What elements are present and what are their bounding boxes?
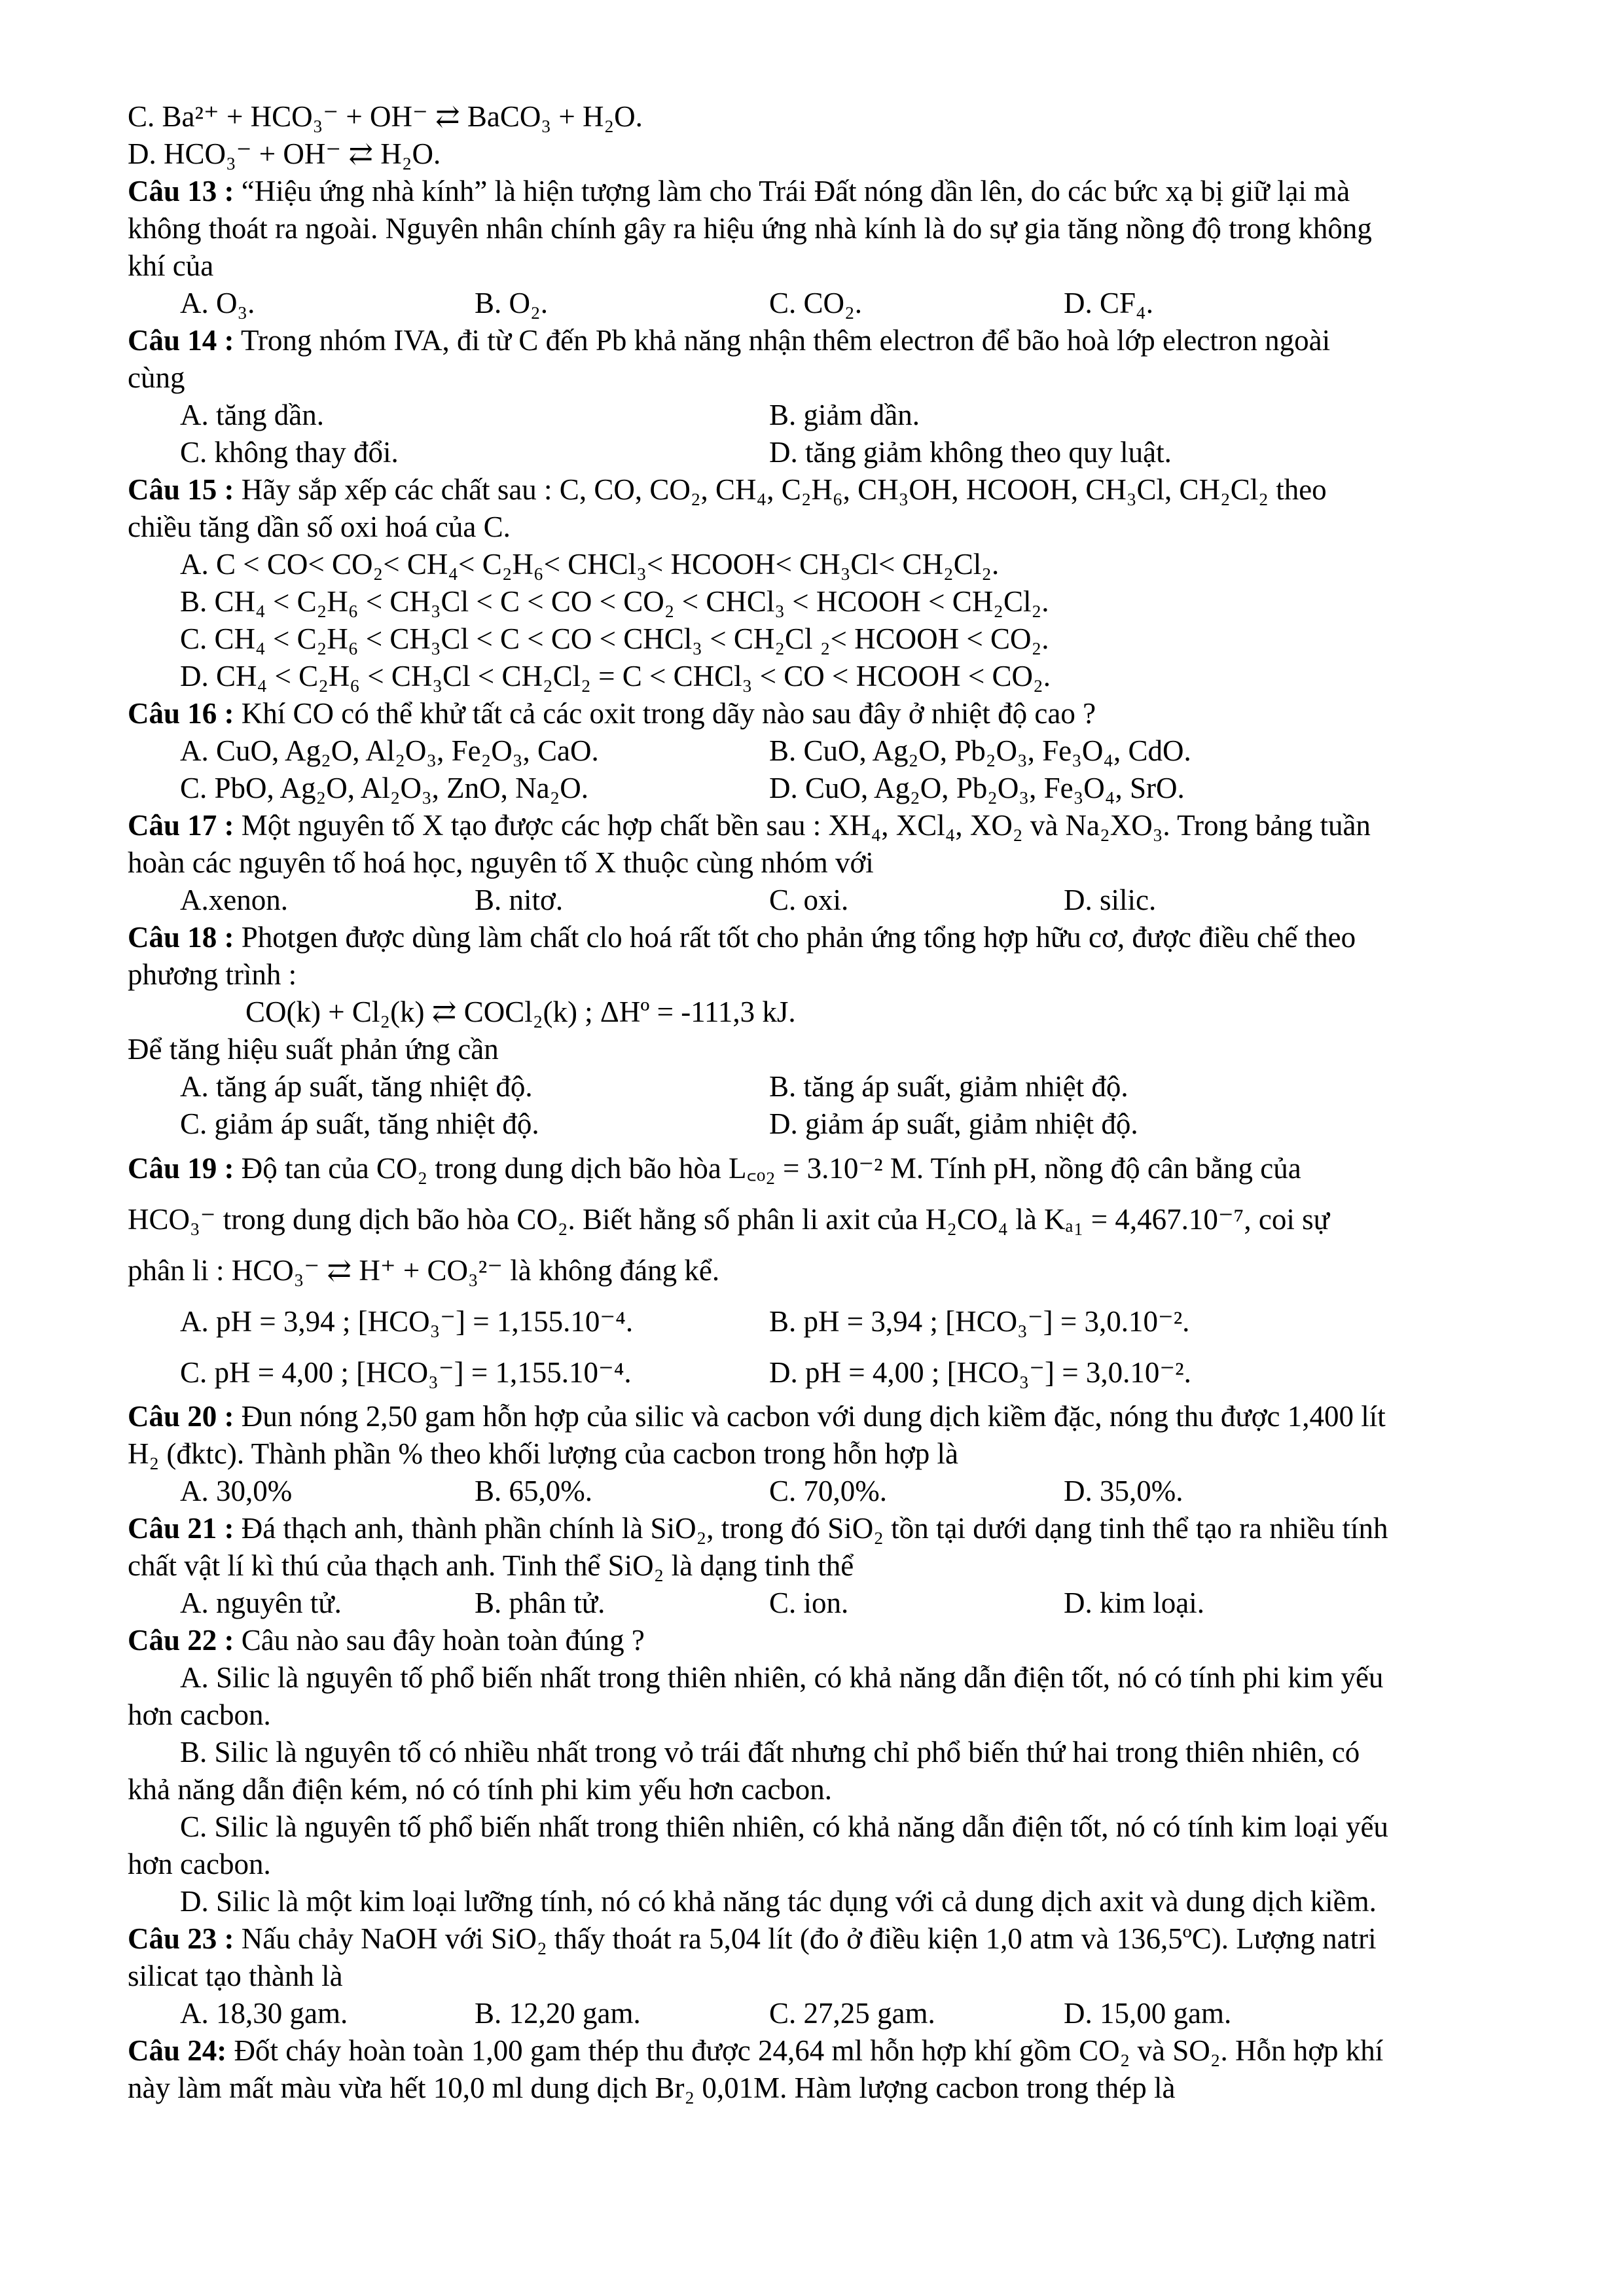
option-d[interactable]: D. 15,00 gam. — [1064, 1997, 1232, 2030]
option-b[interactable]: B. phân tử. — [475, 1587, 605, 1619]
question-text: “Hiệu ứng nhà kính” là hiện tượng làm cho Trái Đất nóng dần lên, do các bức xạ bị giữ lại mà — [241, 175, 1350, 207]
question-text: hoàn các nguyên tố hoá học, nguyên tố X thuộc cùng nhóm với — [128, 846, 874, 879]
option-d[interactable]: D. CuO, Ag₂O, Pb₂O₃, Fe₃O₄, SrO. — [769, 772, 1185, 804]
question-15 — [128, 471, 1542, 695]
option-b[interactable]: B. 65,0%. — [475, 1475, 592, 1507]
option-a-cont: hơn cacbon. — [128, 1698, 271, 1731]
option-d[interactable]: D. silic. — [1064, 884, 1157, 916]
question-label: Câu 21 : — [128, 1512, 234, 1545]
option-b[interactable]: B. tăng áp suất, giảm nhiệt độ. — [769, 1070, 1128, 1103]
option-d[interactable]: D. pH = 4,00 ; [HCO₃⁻] = 3,0.10⁻². — [769, 1356, 1191, 1389]
option-c[interactable]: C. oxi. — [769, 884, 849, 916]
option-a[interactable]: A. CuO, Ag₂O, Al₂O₃, Fe₂O₃, CaO. — [180, 734, 599, 767]
question-label: Câu 22 : — [128, 1624, 234, 1657]
option-d[interactable]: D. 35,0%. — [1064, 1475, 1183, 1507]
question-19 — [128, 1143, 1542, 1398]
option-c[interactable]: C. không thay đổi. — [180, 436, 399, 469]
option-a[interactable]: A. O₃. — [180, 287, 255, 319]
option-a[interactable]: A. nguyên tử. — [180, 1587, 342, 1619]
option-d[interactable]: D. Silic là một kim loại lưỡng tính, nó có khả năng tác dụng với cả dung dịch axit và dung dịch kiềm. — [180, 1885, 1377, 1918]
question-22 — [128, 1622, 1542, 1920]
option-b[interactable]: B. nitơ. — [475, 884, 564, 916]
option-a[interactable]: A. tăng dần. — [180, 399, 324, 431]
question-18 — [128, 919, 1542, 1143]
option-d[interactable]: D. CH₄ < C₂H₆ < CH₃Cl < CH₂Cl₂ = C < CHCl₃ < CO < HCOOH < CO₂. — [180, 660, 1051, 692]
option-b[interactable]: B. O₂. — [475, 287, 548, 319]
question-label: Câu 14 : — [128, 324, 234, 357]
question-label: Câu 23 : — [128, 1922, 234, 1955]
option-b[interactable]: B. CuO, Ag₂O, Pb₂O₃, Fe₃O₄, CdO. — [769, 734, 1191, 767]
question-20 — [128, 1398, 1542, 1510]
question-13 — [128, 173, 1542, 322]
question-21 — [128, 1510, 1542, 1622]
reaction-equation: CO(k) + Cl₂(k) ⇄ COCl₂(k) ; ΔHº = -111,3 kJ. — [245, 996, 796, 1028]
option-c-cont: hơn cacbon. — [128, 1848, 271, 1880]
option-c[interactable]: C. ion. — [769, 1587, 849, 1619]
option-b[interactable]: B. 12,20 gam. — [475, 1997, 641, 2030]
option-c[interactable]: C. pH = 4,00 ; [HCO₃⁻] = 1,155.10⁻⁴. — [180, 1356, 632, 1389]
question-text: silicat tạo thành là — [128, 1960, 343, 1992]
question-text: Hãy sắp xếp các chất sau : C, CO, CO₂, CH₄, C₂H₆, CH₃OH, HCOOH, CH₃Cl, CH₂Cl₂ theo — [241, 473, 1327, 506]
option-a[interactable]: A.xenon. — [180, 884, 288, 916]
option-c[interactable]: C. 27,25 gam. — [769, 1997, 935, 2030]
question-text: Độ tan của CO₂ trong dung dịch bão hòa L꜀ₒ₂ = 3.10⁻² M. Tính pH, nồng độ cân bằng của — [241, 1152, 1301, 1185]
question-label: Câu 15 : — [128, 473, 234, 506]
option-c[interactable]: C. giảm áp suất, tăng nhiệt độ. — [180, 1107, 539, 1140]
question-label: Câu 19 : — [128, 1152, 234, 1185]
option-b-cont: khả năng dẫn điện kém, nó có tính phi kim yếu hơn cacbon. — [128, 1773, 833, 1806]
question-text: này làm mất màu vừa hết 10,0 ml dung dịch Br₂ 0,01M. Hàm lượng cacbon trong thép là — [128, 2072, 1176, 2104]
option-d[interactable]: D. tăng giảm không theo quy luật. — [769, 436, 1172, 469]
question-text: Khí CO có thể khử tất cả các oxit trong dãy nào sau đây ở nhiệt độ cao ? — [241, 697, 1096, 730]
question-label: Câu 24: — [128, 2034, 227, 2067]
question-text: Câu nào sau đây hoàn toàn đúng ? — [241, 1624, 645, 1657]
question-label: Câu 16 : — [128, 697, 234, 730]
option-a[interactable]: A. tăng áp suất, tăng nhiệt độ. — [180, 1070, 533, 1103]
question-text: Đun nóng 2,50 gam hỗn hợp của silic và cacbon với dung dịch kiềm đặc, nóng thu được 1,400 lít — [241, 1400, 1386, 1433]
question-text: khí của — [128, 249, 214, 282]
option-c[interactable]: C. CO₂. — [769, 287, 862, 319]
question-text: Đốt cháy hoàn toàn 1,00 gam thép thu được 24,64 ml hỗn hợp khí gồm CO₂ và SO₂. Hỗn hợp khí — [234, 2034, 1384, 2067]
question-label: Câu 20 : — [128, 1400, 234, 1433]
question-label: Câu 18 : — [128, 921, 234, 954]
option-d-prev: D. HCO₃⁻ + OH⁻ ⇄ H₂O. — [128, 137, 441, 170]
exam-page — [128, 98, 1542, 2107]
option-c[interactable]: C. CH₄ < C₂H₆ < CH₃Cl < C < CO < CHCl₃ < CH₂Cl ₂< HCOOH < CO₂. — [180, 622, 1049, 655]
option-a[interactable]: A. pH = 3,94 ; [HCO₃⁻] = 1,155.10⁻⁴. — [180, 1305, 634, 1338]
option-a[interactable]: A. Silic là nguyên tố phổ biến nhất trong thiên nhiên, có khả năng dẫn điện tốt, nó có tính phi kim yếu — [180, 1661, 1384, 1694]
question-text: cùng — [128, 361, 185, 394]
question-text: chiều tăng dần số oxi hoá của C. — [128, 511, 511, 543]
option-d[interactable]: D. giảm áp suất, giảm nhiệt độ. — [769, 1107, 1138, 1140]
question-text: Nấu chảy NaOH với SiO₂ thấy thoát ra 5,04 lít (đo ở điều kiện 1,0 atm và 136,5ºC). Lượng natri — [241, 1922, 1377, 1955]
question-23 — [128, 1920, 1542, 2032]
question-16 — [128, 695, 1542, 807]
option-c[interactable]: C. 70,0%. — [769, 1475, 887, 1507]
question-text: Photgen được dùng làm chất clo hoá rất tốt cho phản ứng tổng hợp hữu cơ, được điều chế theo — [241, 921, 1356, 954]
option-a[interactable]: A. 18,30 gam. — [180, 1997, 348, 2030]
option-b[interactable]: B. Silic là nguyên tố có nhiều nhất trong vỏ trái đất nhưng chỉ phổ biến thứ hai trong thiên nhiên, có — [180, 1736, 1360, 1768]
question-label: Câu 17 : — [128, 809, 234, 842]
option-c[interactable]: C. Silic là nguyên tố phổ biến nhất trong thiên nhiên, có khả năng dẫn điện tốt, nó có tính kim loại yếu — [180, 1810, 1388, 1843]
option-b[interactable]: B. giảm dần. — [769, 399, 920, 431]
question-text: phương trình : — [128, 958, 297, 991]
question-label: Câu 13 : — [128, 175, 234, 207]
question-14 — [128, 322, 1542, 471]
question-text: không thoát ra ngoài. Nguyên nhân chính gây ra hiệu ứng nhà kính là do sự gia tăng nồng độ trong không — [128, 212, 1372, 245]
question-24 — [128, 2032, 1542, 2107]
question-text: Đá thạch anh, thành phần chính là SiO₂, trong đó SiO₂ tồn tại dưới dạng tinh thể tạo ra nhiều tính — [241, 1512, 1388, 1545]
option-b[interactable]: B. CH₄ < C₂H₆ < CH₃Cl < C < CO < CO₂ < CHCl₃ < HCOOH < CH₂Cl₂. — [180, 585, 1049, 618]
question-text: Một nguyên tố X tạo được các hợp chất bền sau : XH₄, XCl₄, XO₂ và Na₂XO₃. Trong bảng tuần — [241, 809, 1371, 842]
question-text: Để tăng hiệu suất phản ứng cần — [128, 1033, 499, 1066]
option-b[interactable]: B. pH = 3,94 ; [HCO₃⁻] = 3,0.10⁻². — [769, 1305, 1190, 1338]
question-text: Trong nhóm IVA, đi từ C đến Pb khả năng nhận thêm electron để bão hoà lớp electron ngoài — [240, 324, 1331, 357]
question-text: HCO₃⁻ trong dung dịch bão hòa CO₂. Biết hằng số phân li axit của H₂CO₄ là Kₐ₁ = 4,467.10⁻⁷, coi sự — [128, 1203, 1329, 1236]
question-text: phân li : HCO₃⁻ ⇄ H⁺ + CO₃²⁻ là không đáng kể. — [128, 1254, 720, 1287]
question-17 — [128, 807, 1542, 919]
option-c[interactable]: C. PbO, Ag₂O, Al₂O₃, ZnO, Na₂O. — [180, 772, 589, 804]
option-c-prev: C. Ba²⁺ + HCO₃⁻ + OH⁻ ⇄ BaCO₃ + H₂O. — [128, 100, 643, 133]
option-d[interactable]: D. CF₄. — [1064, 287, 1153, 319]
option-a[interactable]: A. 30,0% — [180, 1475, 293, 1507]
question-text: H₂ (đktc). Thành phần % theo khối lượng của cacbon trong hỗn hợp là — [128, 1437, 959, 1470]
question-text: chất vật lí kì thú của thạch anh. Tinh thể SiO₂ là dạng tinh thể — [128, 1549, 854, 1582]
option-d[interactable]: D. kim loại. — [1064, 1587, 1204, 1619]
option-a[interactable]: A. C < CO< CO₂< CH₄< C₂H₆< CHCl₃< HCOOH< CH₃Cl< CH₂Cl₂. — [180, 548, 1000, 581]
